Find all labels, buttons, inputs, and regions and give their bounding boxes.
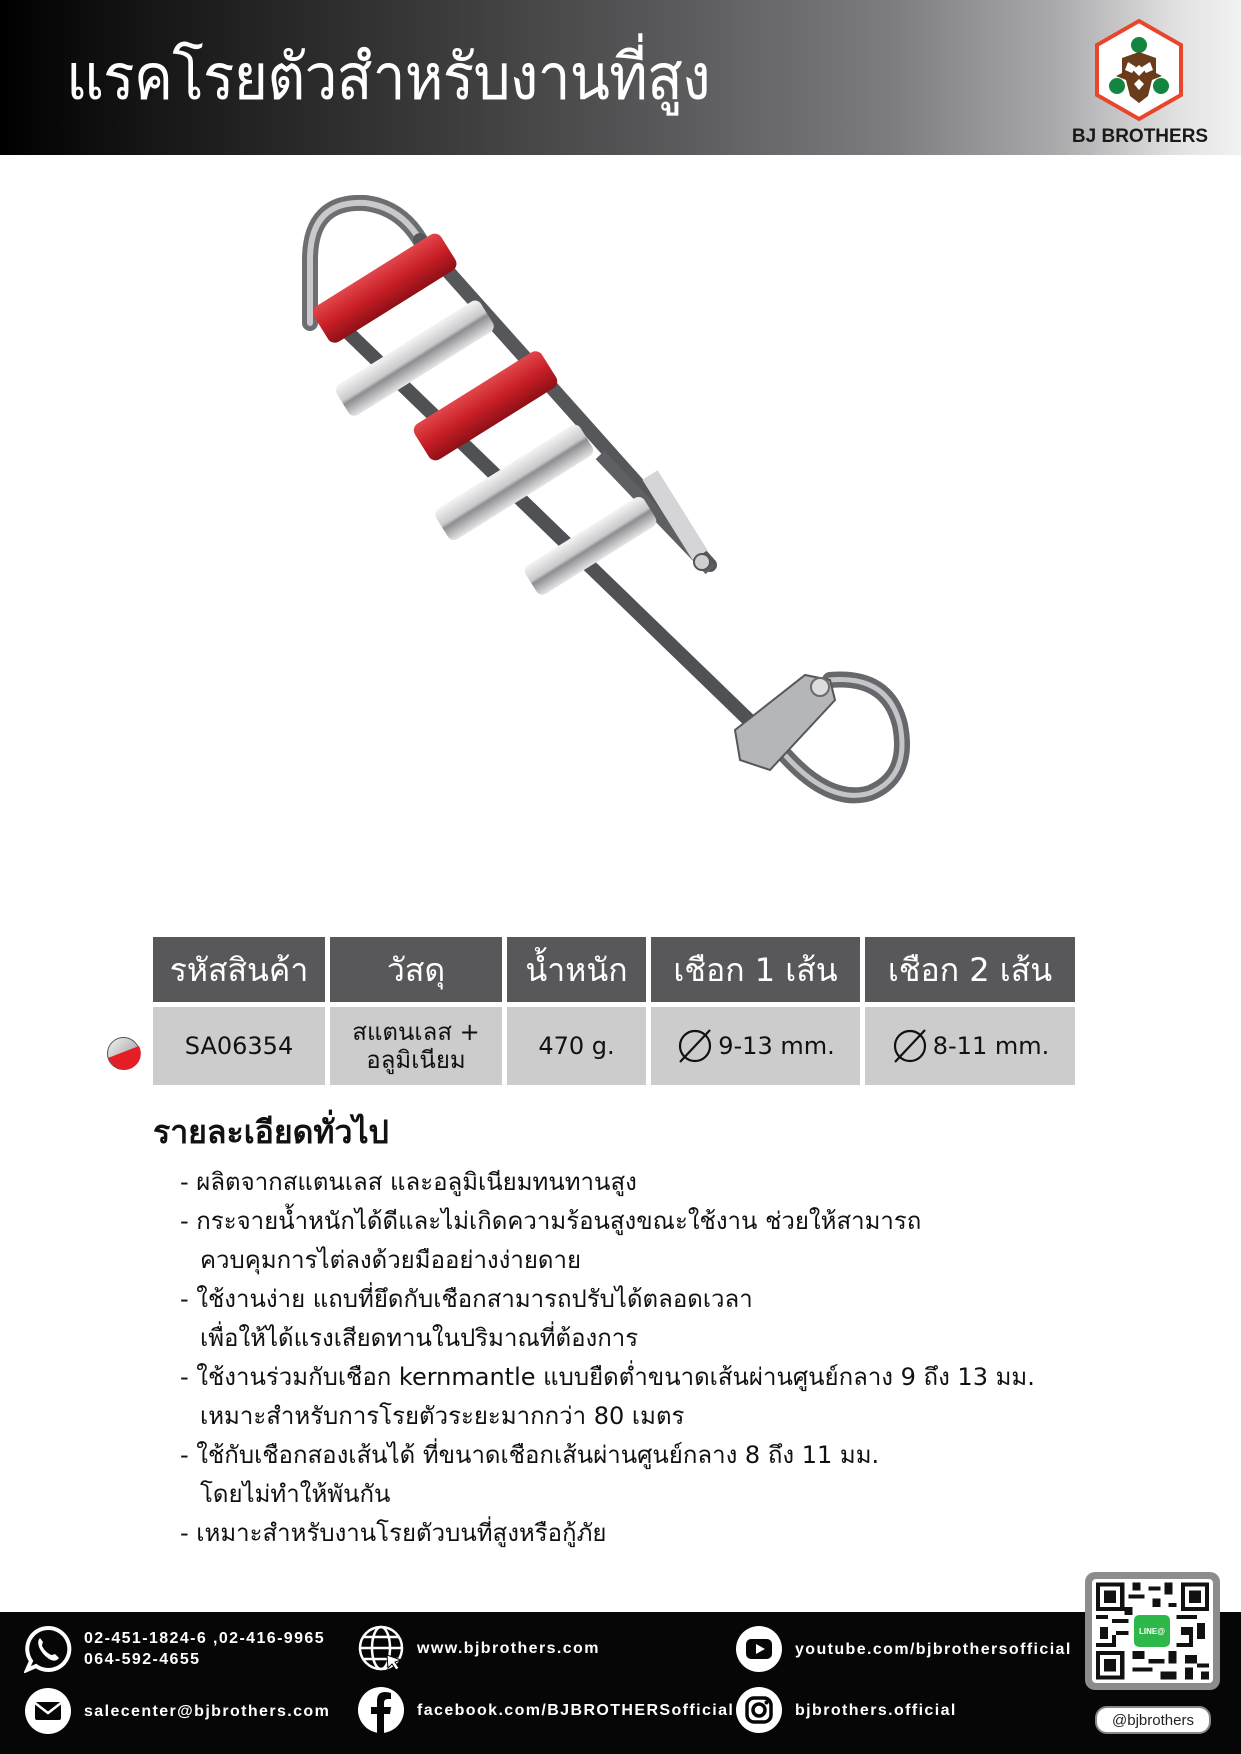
phone-line-1: 02-451-1824-6 ,02-416-9965: [84, 1630, 326, 1647]
whatsapp-phone-icon: [24, 1625, 72, 1673]
youtube-contact[interactable]: [735, 1625, 1072, 1673]
page-title: แรคโรยตัวสำหรับงานที่สูง: [66, 41, 710, 115]
list-item: [180, 1514, 1180, 1553]
bj-brothers-logo-icon: [1092, 18, 1186, 122]
double-rope-value: 8-11 mm.: [932, 1032, 1050, 1060]
spec-table: [153, 937, 1075, 1085]
list-item: [180, 1280, 1180, 1358]
cell-weight: 470 g.: [507, 1007, 646, 1085]
list-item: [180, 1163, 1180, 1202]
header-double-rope: เชือก 2 เส้น: [865, 937, 1075, 1002]
header-single-rope: เชือก 1 เส้น: [651, 937, 860, 1002]
email-text: salecenter@bjbrothers.com: [84, 1702, 331, 1720]
list-item-line: - ใช้งานร่วมกับเชือก kernmantle แบบยืดต่ำขนาดเส้นผ่านศูนย์กลาง 9 ถึง 13 มม.: [180, 1363, 1035, 1391]
instagram-icon: [735, 1686, 783, 1734]
line-qr-code[interactable]: [1085, 1572, 1220, 1690]
email-contact[interactable]: [24, 1687, 330, 1735]
list-item-line: - ใช้กับเชือกสองเส้นได้ ที่ขนาดเชือกเส้นผ่านศูนย์กลาง 8 ถึง 11 มม.: [180, 1441, 880, 1469]
diameter-symbol-icon: [676, 1027, 714, 1065]
header-code: รหัสสินค้า: [153, 937, 325, 1002]
color-swatch-icon: [106, 1036, 141, 1071]
list-item: [180, 1202, 1180, 1280]
facebook-text: facebook.com/BJBROTHERSofficial: [417, 1701, 735, 1719]
website-text: www.bjbrothers.com: [417, 1639, 600, 1657]
header-weight: น้ำหนัก: [507, 937, 646, 1002]
list-item-line: ควบคุมการไต่ลงด้วยมืออย่างง่ายดาย: [200, 1246, 582, 1274]
facebook-contact[interactable]: [357, 1686, 734, 1734]
phone-line-2: 064-592-4655: [84, 1651, 201, 1668]
list-item-line: - กระจายน้ำหนักได้ดีและไม่เกิดความร้อนสูงขณะใช้งาน ช่วยให้สามารถ: [180, 1207, 922, 1235]
table-header-row: [153, 937, 1075, 1002]
cell-code: SA06354: [153, 1007, 325, 1085]
list-item-line: เหมาะสำหรับการโรยตัวระยะมากกว่า 80 เมตร: [200, 1402, 685, 1430]
brand-name: BJ BROTHERS: [1071, 126, 1209, 147]
cell-material: [330, 1007, 502, 1085]
instagram-contact[interactable]: [735, 1686, 957, 1734]
product-image: [270, 195, 970, 905]
facebook-icon: [357, 1686, 405, 1734]
list-item-line: - เหมาะสำหรับงานโรยตัวบนที่สูงหรือกู้ภัย: [180, 1519, 607, 1547]
phone-contact[interactable]: [24, 1625, 325, 1673]
description-heading: รายละเอียดทั่วไป: [153, 1113, 389, 1151]
youtube-text: youtube.com/bjbrothersofficial: [795, 1640, 1072, 1658]
diameter-symbol-icon: [891, 1027, 929, 1065]
cell-double-rope: [865, 1007, 1075, 1085]
youtube-icon: [735, 1625, 783, 1673]
list-item: [180, 1358, 1180, 1436]
header-material: วัสดุ: [330, 937, 502, 1002]
material-line-2: อลูมิเนียม: [366, 1046, 466, 1074]
line-badge: LINE@: [1134, 1615, 1170, 1647]
list-item-line: - ผลิตจากสแตนเลส และอลูมิเนียมทนทานสูง: [180, 1168, 637, 1196]
list-item-line: โดยไม่ทำให้พันกัน: [200, 1480, 391, 1508]
material-line-1: สแตนเลส +: [352, 1018, 480, 1046]
table-row: [153, 1007, 1075, 1085]
globe-icon: [357, 1624, 405, 1672]
list-item: [180, 1436, 1180, 1514]
list-item-line: - ใช้งานง่าย แถบที่ยึดกับเชือกสามารถปรับได้ตลอดเวลา: [180, 1285, 753, 1313]
description-list: [180, 1163, 1180, 1553]
header-banner: [0, 0, 1241, 155]
cell-single-rope: [651, 1007, 860, 1085]
website-contact[interactable]: [357, 1624, 600, 1672]
line-handle[interactable]: @bjbrothers: [1095, 1706, 1211, 1734]
instagram-text: bjbrothers.official: [795, 1701, 957, 1719]
mail-icon: [24, 1687, 72, 1735]
list-item-line: เพื่อให้ได้แรงเสียดทานในปริมาณที่ต้องการ: [200, 1324, 639, 1352]
single-rope-value: 9-13 mm.: [718, 1032, 835, 1060]
